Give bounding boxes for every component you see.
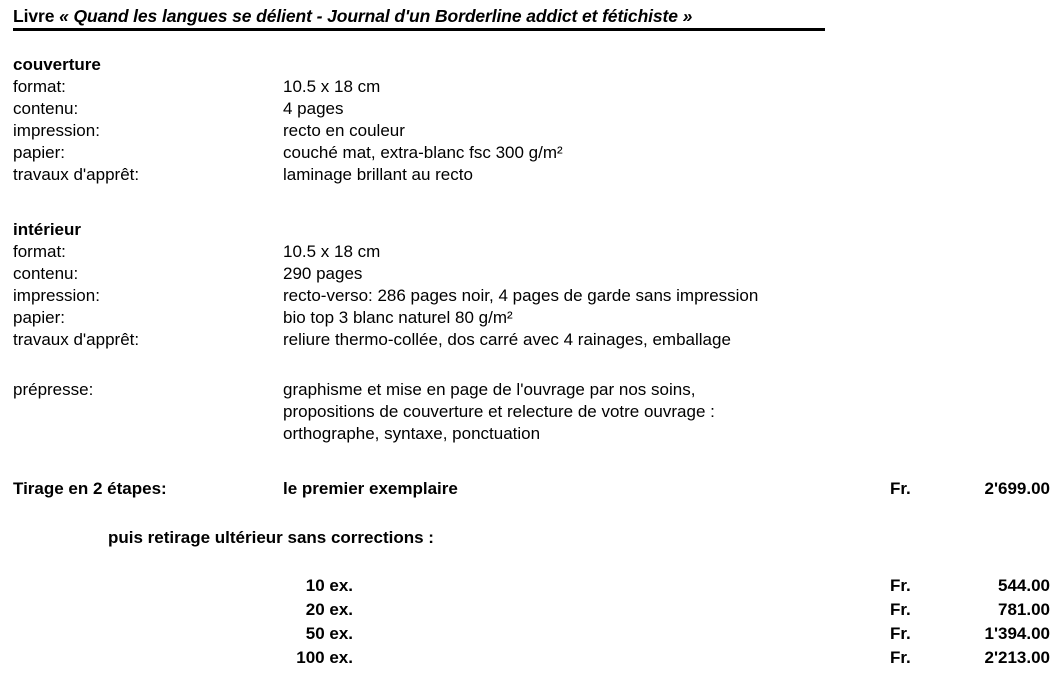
spec-value: bio top 3 blanc naturel 80 g/m² (283, 308, 513, 327)
spec-value: 290 pages (283, 264, 363, 283)
spec-row-cover-impression (0, 120, 1063, 141)
pricing-quantity: 10 ex. (305, 576, 353, 595)
spec-row-interior-impression (0, 285, 1063, 306)
pricing-reprint-note-row (0, 526, 1063, 550)
pricing-amount: 544.00 (998, 576, 1050, 595)
pricing-amount: 2'699.00 (984, 479, 1050, 498)
section-heading-couverture: couverture (13, 55, 101, 74)
spec-label: impression: (13, 121, 100, 140)
prepress-line-1: graphisme et mise en page de l'ouvrage par nos soins, (283, 380, 696, 399)
pricing-currency: Fr. (890, 648, 911, 667)
pricing-reprint-row (0, 646, 1063, 670)
pricing-reprint-note: puis retirage ultérieur sans corrections : (108, 528, 434, 547)
spec-value: 10.5 x 18 cm (283, 77, 381, 96)
spec-row-cover-format (0, 76, 1063, 97)
prepress-line-2: propositions de couverture et relecture de votre ouvrage : (283, 402, 715, 421)
spec-row-interior-travaux (0, 329, 1063, 350)
spec-value: recto-verso: 286 pages noir, 4 pages de garde sans impression (283, 286, 759, 305)
spec-row-interior-papier (0, 307, 1063, 328)
spec-row-interior-contenu (0, 263, 1063, 284)
spec-label: travaux d'apprêt: (13, 165, 140, 184)
spec-label: travaux d'apprêt: (13, 330, 140, 349)
pricing-currency: Fr. (890, 576, 911, 595)
spec-label: format: (13, 77, 66, 96)
page-title-work: « Quand les langues se délient - Journal d'un Borderline addict et fétichiste » (59, 6, 693, 26)
pricing-currency: Fr. (890, 600, 911, 619)
spec-value: recto en couleur (283, 121, 405, 140)
page-title-lead: Livre (13, 6, 60, 26)
spec-label: papier: (13, 143, 65, 162)
pricing-quantity: 50 ex. (305, 624, 353, 643)
spec-label: impression: (13, 286, 100, 305)
spec-label: papier: (13, 308, 65, 327)
pricing-amount: 2'213.00 (984, 648, 1050, 667)
pricing-reprint-row (0, 574, 1063, 598)
pricing-amount: 1'394.00 (984, 624, 1050, 643)
pricing-reprint-row (0, 622, 1063, 646)
pricing-first-copy-row (0, 477, 1063, 501)
pricing-first-copy-label: le premier exemplaire (283, 479, 458, 498)
spec-value: reliure thermo-collée, dos carré avec 4 rainages, emballage (283, 330, 731, 349)
spec-label: contenu: (13, 99, 79, 118)
spec-label: contenu: (13, 264, 79, 283)
pricing-currency: Fr. (890, 479, 911, 498)
section-heading-interieur: intérieur (13, 220, 82, 239)
spec-value: 10.5 x 18 cm (283, 242, 381, 261)
spec-row-cover-travaux (0, 164, 1063, 185)
spec-value: laminage brillant au recto (283, 165, 473, 184)
spec-row-cover-papier (0, 142, 1063, 163)
spec-value: couché mat, extra-blanc fsc 300 g/m² (283, 143, 563, 162)
spec-row-cover-contenu (0, 98, 1063, 119)
pricing-reprint-row (0, 598, 1063, 622)
spec-label-prepresse: prépresse: (13, 380, 94, 399)
pricing-amount: 781.00 (998, 600, 1050, 619)
title-underline-rule (13, 28, 825, 31)
pricing-quantity: 100 ex. (296, 648, 353, 667)
page-title (13, 5, 692, 27)
spec-label: format: (13, 242, 66, 261)
spec-value: 4 pages (283, 99, 344, 118)
pricing-currency: Fr. (890, 624, 911, 643)
prepress-line-3: orthographe, syntaxe, ponctuation (283, 424, 541, 443)
pricing-title: Tirage en 2 étapes: (13, 479, 167, 498)
pricing-quantity: 20 ex. (305, 600, 353, 619)
spec-row-interior-format (0, 241, 1063, 262)
